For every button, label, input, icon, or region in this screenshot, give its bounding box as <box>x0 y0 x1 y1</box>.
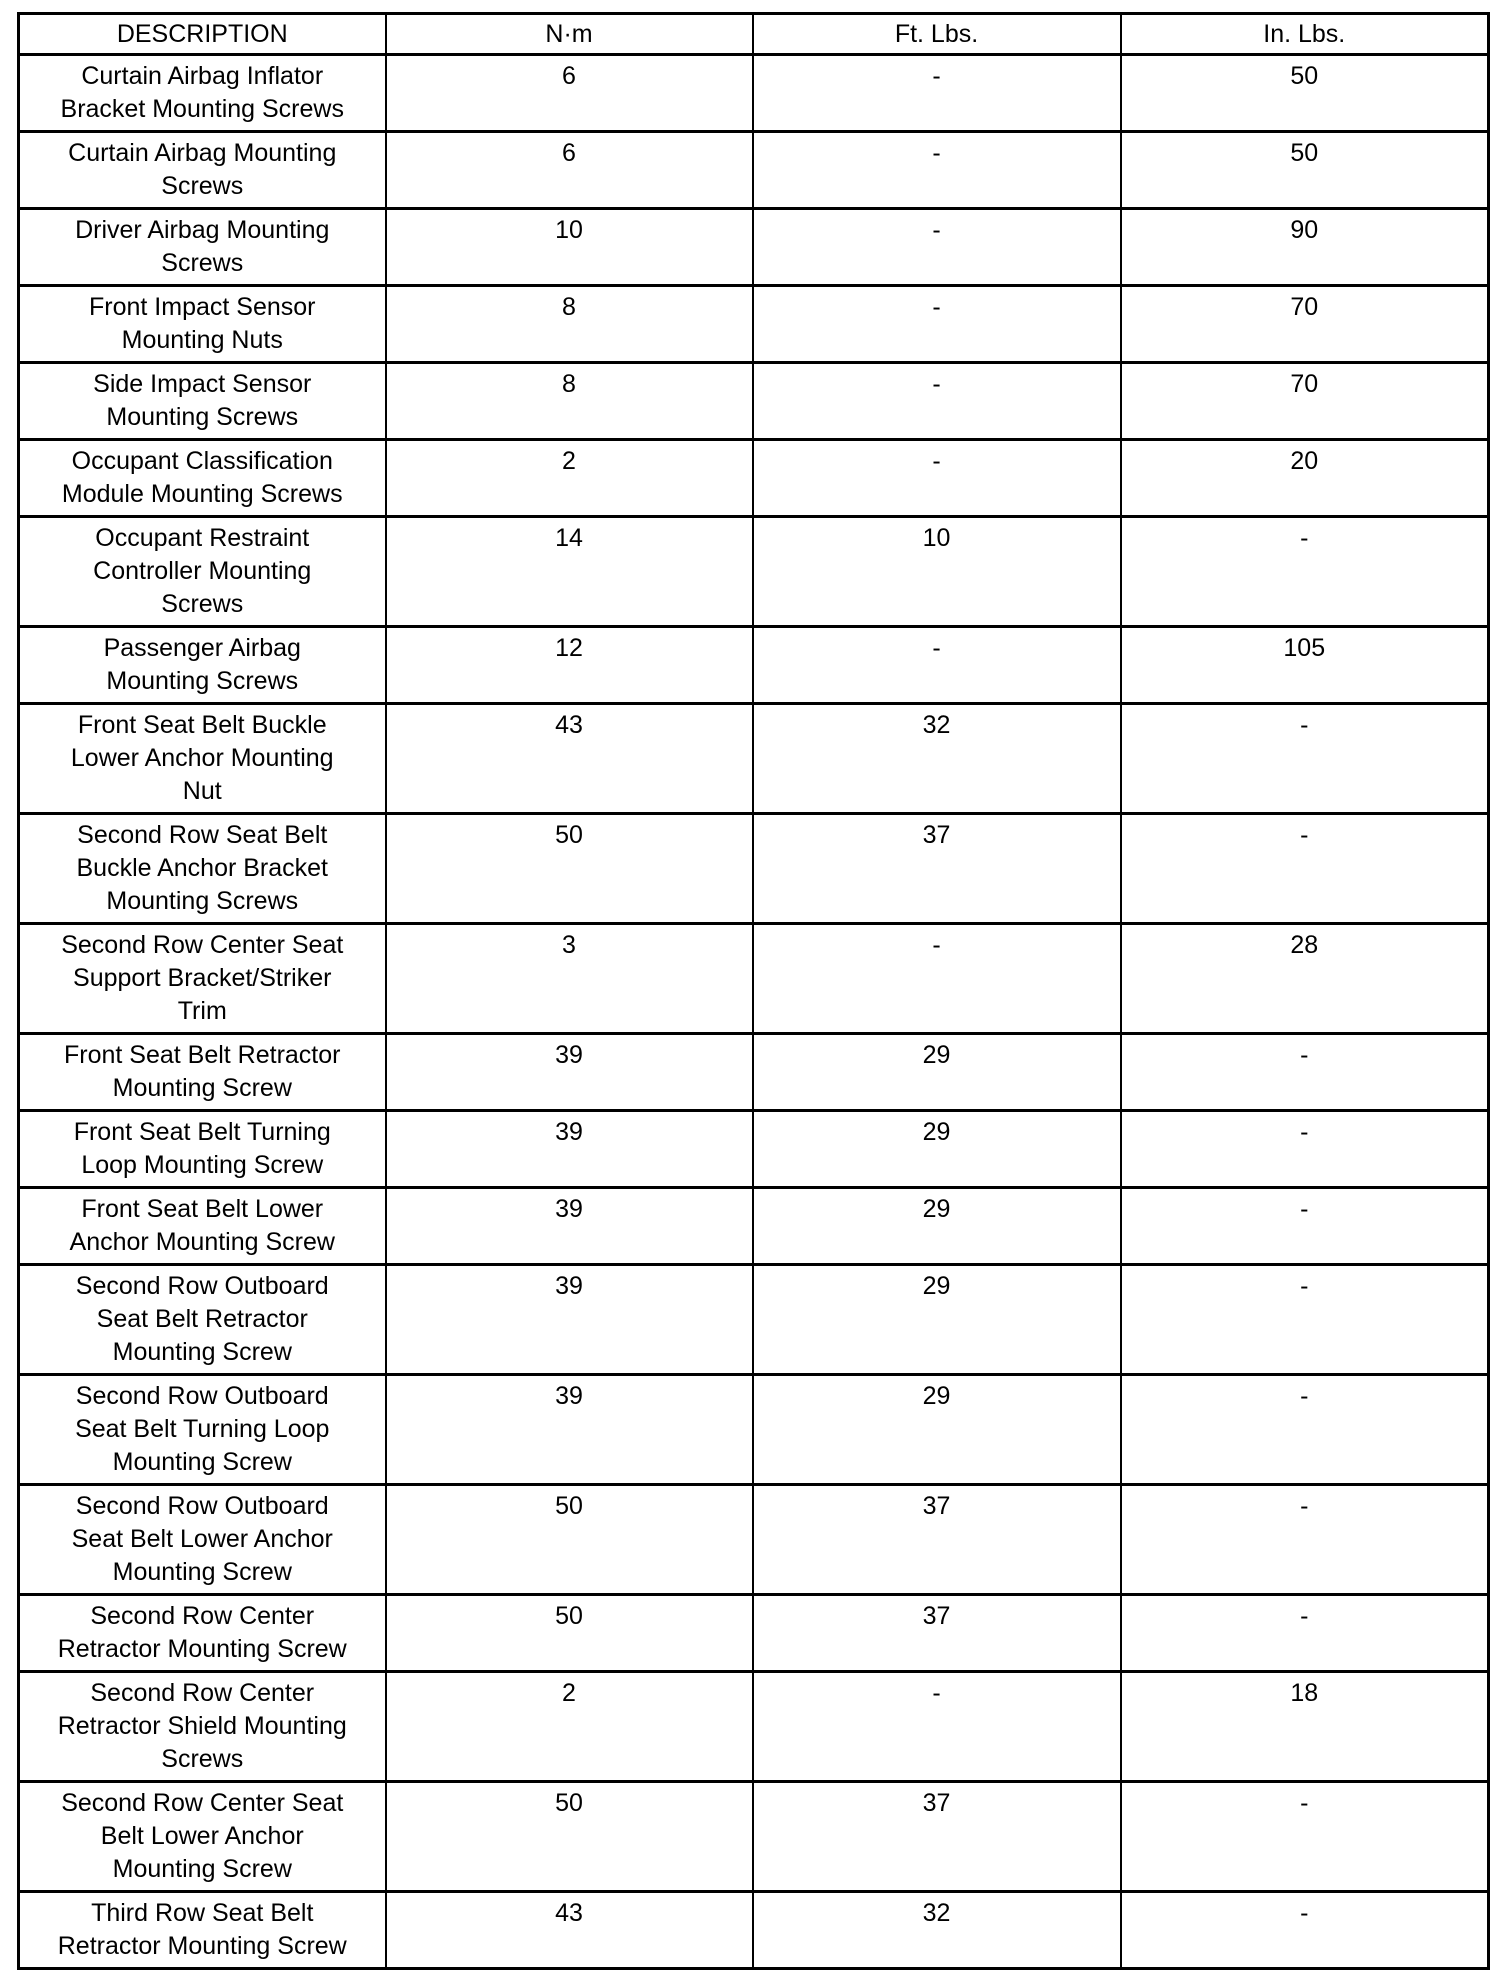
cell-nm: 6 <box>386 132 753 209</box>
header-in-lbs: In. Lbs. <box>1121 14 1489 55</box>
cell-in-lbs: 18 <box>1121 1672 1489 1782</box>
cell-ft-lbs: 32 <box>753 704 1121 814</box>
cell-description: Curtain Airbag Mounting Screws <box>19 132 386 209</box>
cell-in-lbs: - <box>1121 1485 1489 1595</box>
cell-ft-lbs: 29 <box>753 1375 1121 1485</box>
cell-ft-lbs: 32 <box>753 1892 1121 1969</box>
table-row <box>19 1034 1489 1111</box>
cell-ft-lbs: - <box>753 1672 1121 1782</box>
cell-description: Front Seat Belt Buckle Lower Anchor Mounting Nut <box>19 704 386 814</box>
cell-in-lbs: 105 <box>1121 627 1489 704</box>
table-row <box>19 1375 1489 1485</box>
table-row <box>19 1892 1489 1969</box>
cell-nm: 39 <box>386 1034 753 1111</box>
table-row <box>19 363 1489 440</box>
cell-in-lbs: - <box>1121 1892 1489 1969</box>
cell-description: Second Row Seat Belt Buckle Anchor Bracket Mounting Screws <box>19 814 386 924</box>
cell-description: Third Row Seat Belt Retractor Mounting Screw <box>19 1892 386 1969</box>
cell-in-lbs: 28 <box>1121 924 1489 1034</box>
cell-description: Passenger Airbag Mounting Screws <box>19 627 386 704</box>
table-row <box>19 517 1489 627</box>
cell-ft-lbs: - <box>753 132 1121 209</box>
table-row <box>19 1595 1489 1672</box>
cell-ft-lbs: 29 <box>753 1111 1121 1188</box>
cell-nm: 2 <box>386 440 753 517</box>
cell-description: Front Seat Belt Lower Anchor Mounting Screw <box>19 1188 386 1265</box>
table-body <box>19 55 1489 1969</box>
cell-nm: 43 <box>386 704 753 814</box>
table-row <box>19 1265 1489 1375</box>
cell-description: Second Row Outboard Seat Belt Lower Anchor Mounting Screw <box>19 1485 386 1595</box>
cell-ft-lbs: 37 <box>753 814 1121 924</box>
cell-ft-lbs: 37 <box>753 1485 1121 1595</box>
header-row <box>19 14 1489 55</box>
table-row <box>19 209 1489 286</box>
cell-description: Front Impact Sensor Mounting Nuts <box>19 286 386 363</box>
cell-ft-lbs: 10 <box>753 517 1121 627</box>
cell-in-lbs: - <box>1121 1188 1489 1265</box>
cell-nm: 14 <box>386 517 753 627</box>
header-description: DESCRIPTION <box>19 14 386 55</box>
table-row <box>19 1111 1489 1188</box>
header-nm: N·m <box>386 14 753 55</box>
cell-nm: 6 <box>386 55 753 132</box>
cell-in-lbs: - <box>1121 1265 1489 1375</box>
cell-ft-lbs: - <box>753 286 1121 363</box>
cell-in-lbs: - <box>1121 1111 1489 1188</box>
header-ft-lbs: Ft. Lbs. <box>753 14 1121 55</box>
table-header <box>19 14 1489 55</box>
cell-description: Side Impact Sensor Mounting Screws <box>19 363 386 440</box>
table-row <box>19 924 1489 1034</box>
cell-in-lbs: - <box>1121 517 1489 627</box>
cell-in-lbs: 90 <box>1121 209 1489 286</box>
cell-description: Second Row Outboard Seat Belt Turning Loop Mounting Screw <box>19 1375 386 1485</box>
cell-nm: 2 <box>386 1672 753 1782</box>
cell-ft-lbs: 29 <box>753 1265 1121 1375</box>
cell-in-lbs: 20 <box>1121 440 1489 517</box>
cell-description: Occupant Restraint Controller Mounting Screws <box>19 517 386 627</box>
cell-nm: 12 <box>386 627 753 704</box>
table-row <box>19 440 1489 517</box>
cell-in-lbs: - <box>1121 1595 1489 1672</box>
cell-ft-lbs: 29 <box>753 1034 1121 1111</box>
cell-in-lbs: - <box>1121 1782 1489 1892</box>
cell-description: Driver Airbag Mounting Screws <box>19 209 386 286</box>
cell-nm: 39 <box>386 1375 753 1485</box>
cell-ft-lbs: - <box>753 209 1121 286</box>
table-row <box>19 132 1489 209</box>
table-row <box>19 55 1489 132</box>
cell-description: Second Row Center Retractor Mounting Screw <box>19 1595 386 1672</box>
cell-ft-lbs: - <box>753 440 1121 517</box>
table-row <box>19 286 1489 363</box>
cell-description: Second Row Outboard Seat Belt Retractor Mounting Screw <box>19 1265 386 1375</box>
cell-description: Front Seat Belt Retractor Mounting Screw <box>19 1034 386 1111</box>
table-row <box>19 1672 1489 1782</box>
cell-nm: 43 <box>386 1892 753 1969</box>
table-row <box>19 627 1489 704</box>
cell-description: Second Row Center Seat Support Bracket/Striker Trim <box>19 924 386 1034</box>
cell-description: Curtain Airbag Inflator Bracket Mounting Screws <box>19 55 386 132</box>
cell-ft-lbs: 37 <box>753 1782 1121 1892</box>
cell-nm: 39 <box>386 1188 753 1265</box>
cell-nm: 10 <box>386 209 753 286</box>
cell-ft-lbs: - <box>753 924 1121 1034</box>
cell-nm: 39 <box>386 1111 753 1188</box>
cell-ft-lbs: - <box>753 363 1121 440</box>
table-row <box>19 1485 1489 1595</box>
cell-nm: 39 <box>386 1265 753 1375</box>
cell-nm: 3 <box>386 924 753 1034</box>
cell-description: Occupant Classification Module Mounting Screws <box>19 440 386 517</box>
cell-ft-lbs: 29 <box>753 1188 1121 1265</box>
cell-in-lbs: 50 <box>1121 55 1489 132</box>
table-row <box>19 1188 1489 1265</box>
cell-ft-lbs: 37 <box>753 1595 1121 1672</box>
cell-nm: 50 <box>386 1485 753 1595</box>
cell-nm: 50 <box>386 814 753 924</box>
table-row <box>19 814 1489 924</box>
cell-nm: 50 <box>386 1782 753 1892</box>
cell-in-lbs: - <box>1121 704 1489 814</box>
cell-in-lbs: 50 <box>1121 132 1489 209</box>
cell-description: Second Row Center Seat Belt Lower Anchor Mounting Screw <box>19 1782 386 1892</box>
cell-in-lbs: - <box>1121 814 1489 924</box>
torque-specifications-table <box>17 12 1490 1970</box>
cell-in-lbs: 70 <box>1121 286 1489 363</box>
cell-nm: 8 <box>386 286 753 363</box>
table-row <box>19 1782 1489 1892</box>
cell-nm: 50 <box>386 1595 753 1672</box>
table-row <box>19 704 1489 814</box>
cell-description: Front Seat Belt Turning Loop Mounting Screw <box>19 1111 386 1188</box>
cell-in-lbs: - <box>1121 1375 1489 1485</box>
cell-description: Second Row Center Retractor Shield Mounting Screws <box>19 1672 386 1782</box>
cell-in-lbs: - <box>1121 1034 1489 1111</box>
cell-in-lbs: 70 <box>1121 363 1489 440</box>
cell-ft-lbs: - <box>753 55 1121 132</box>
cell-ft-lbs: - <box>753 627 1121 704</box>
cell-nm: 8 <box>386 363 753 440</box>
